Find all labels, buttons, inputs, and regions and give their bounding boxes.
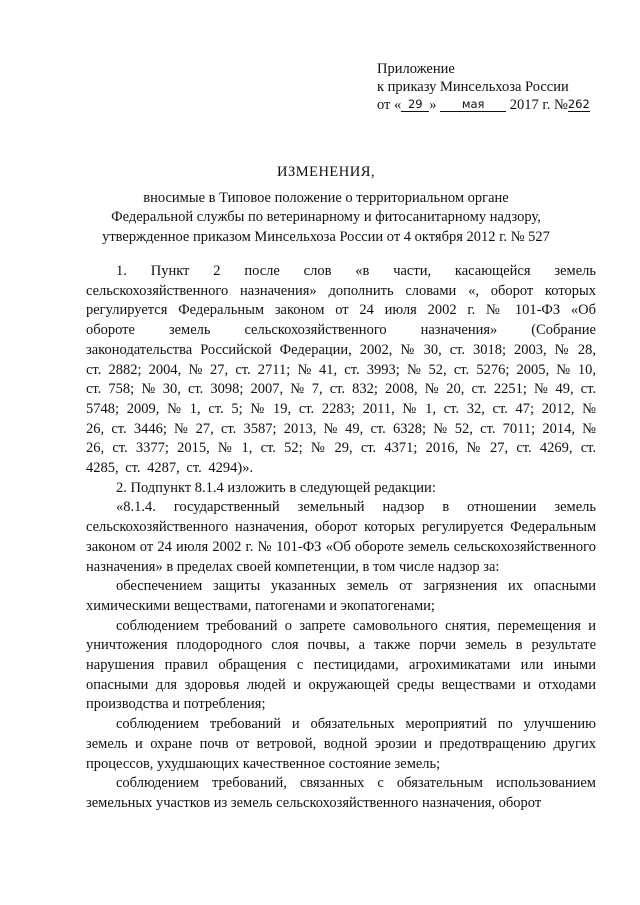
date-separator: »	[429, 97, 437, 113]
approval-order-ref: к приказу Минсельхоза России	[377, 79, 569, 95]
approval-block	[377, 60, 590, 114]
date-prefix: от «	[377, 97, 402, 113]
title-sub-1: вносимые в Типовое положение о территориальном органе	[143, 189, 509, 206]
handwritten-month: мая	[440, 97, 506, 112]
paragraph-3: «8.1.4. государственный земельный надзор в отношении земель сельскохозяйственного назначения, оборот которых регулируется Федеральным законом от 24 июля 2002 г. № 101-ФЗ «Об обороте земель сельскохозяйственного назначения» в пределах своей компетенции, в том числе надзор за:	[86, 499, 596, 575]
paragraph-1: 1. Пункт 2 после слов «в части, касающейся земель сельскохозяйственного назначения» дополнить словами «, оборот которых регулируется Федеральным законом от 24 июля 2002 г. № 101-ФЗ «Об обороте земель сельскохозяйственного назначения» (Собрание законодательства Российской Федерации, 2002, № 30, ст. 3018; 2003, № 28, ст. 2882; 2004, № 27, ст. 2711; № 41, ст. 3993; № 52, ст. 5276; 2005, № 10, ст. 758; № 30, ст. 3098; 2007, № 7, ст. 832; 2008, № 20, ст. 2251; № 49, ст. 5748; 2009, № 1, ст. 5; № 19, ст. 2283; 2011, № 1, ст. 32, ст. 47; 2012, № 26, ст. 3446; № 27, ст. 3587; 2013, № 49, ст. 6328; № 52, ст. 7011; 2014, № 26, ст. 3377; 2015, № 1, ст. 52; № 29, ст. 4371; 2016, № 27, ст. 4269, ст. 4285, ст. 4287, ст. 4294)».	[86, 263, 596, 477]
paragraph-7: соблюдением требований, связанных с обязательным использованием земельных участков из земель сельскохозяйственного назначения, оборот	[86, 775, 596, 811]
document-title	[0, 163, 640, 247]
paragraph-5: соблюдением требований о запрете самовольного снятия, перемещения и уничтожения плодородного слоя почвы, а также порчи земель в результате нарушения правил обращения с пестицидами, агрохимикатами или иными опасными для здоровья людей и окружающей среды веществами и отходами производства и потребления;	[86, 617, 596, 713]
handwritten-order-number: 262	[567, 97, 590, 111]
document-body	[86, 262, 596, 814]
title-main: ИЗМЕНЕНИЯ,	[276, 164, 376, 180]
year-text: 2017 г. №	[509, 97, 568, 113]
approval-title: Приложение	[377, 61, 455, 77]
paragraph-6: соблюдением требований и обязательных мероприятий по улучшению земель и охране почв от ветровой, водной эрозии и предотвращению других процессов, ухудшающих качественное состояние земель;	[86, 716, 596, 772]
paragraph-2: 2. Подпункт 8.1.4 изложить в следующей редакции:	[116, 479, 436, 496]
title-sub-3: утвержденное приказом Минсельхоза России от 4 октября 2012 г. № 527	[102, 228, 550, 245]
approval-date-line	[377, 96, 590, 114]
paragraph-4: обеспечением защиты указанных земель от загрязнения их опасными химическими веществами, патогенами и экопатогенами;	[86, 578, 596, 614]
handwritten-day: 29	[401, 97, 429, 112]
title-sub-2: Федеральной службы по ветеринарному и фитосанитарному надзору,	[111, 209, 541, 225]
